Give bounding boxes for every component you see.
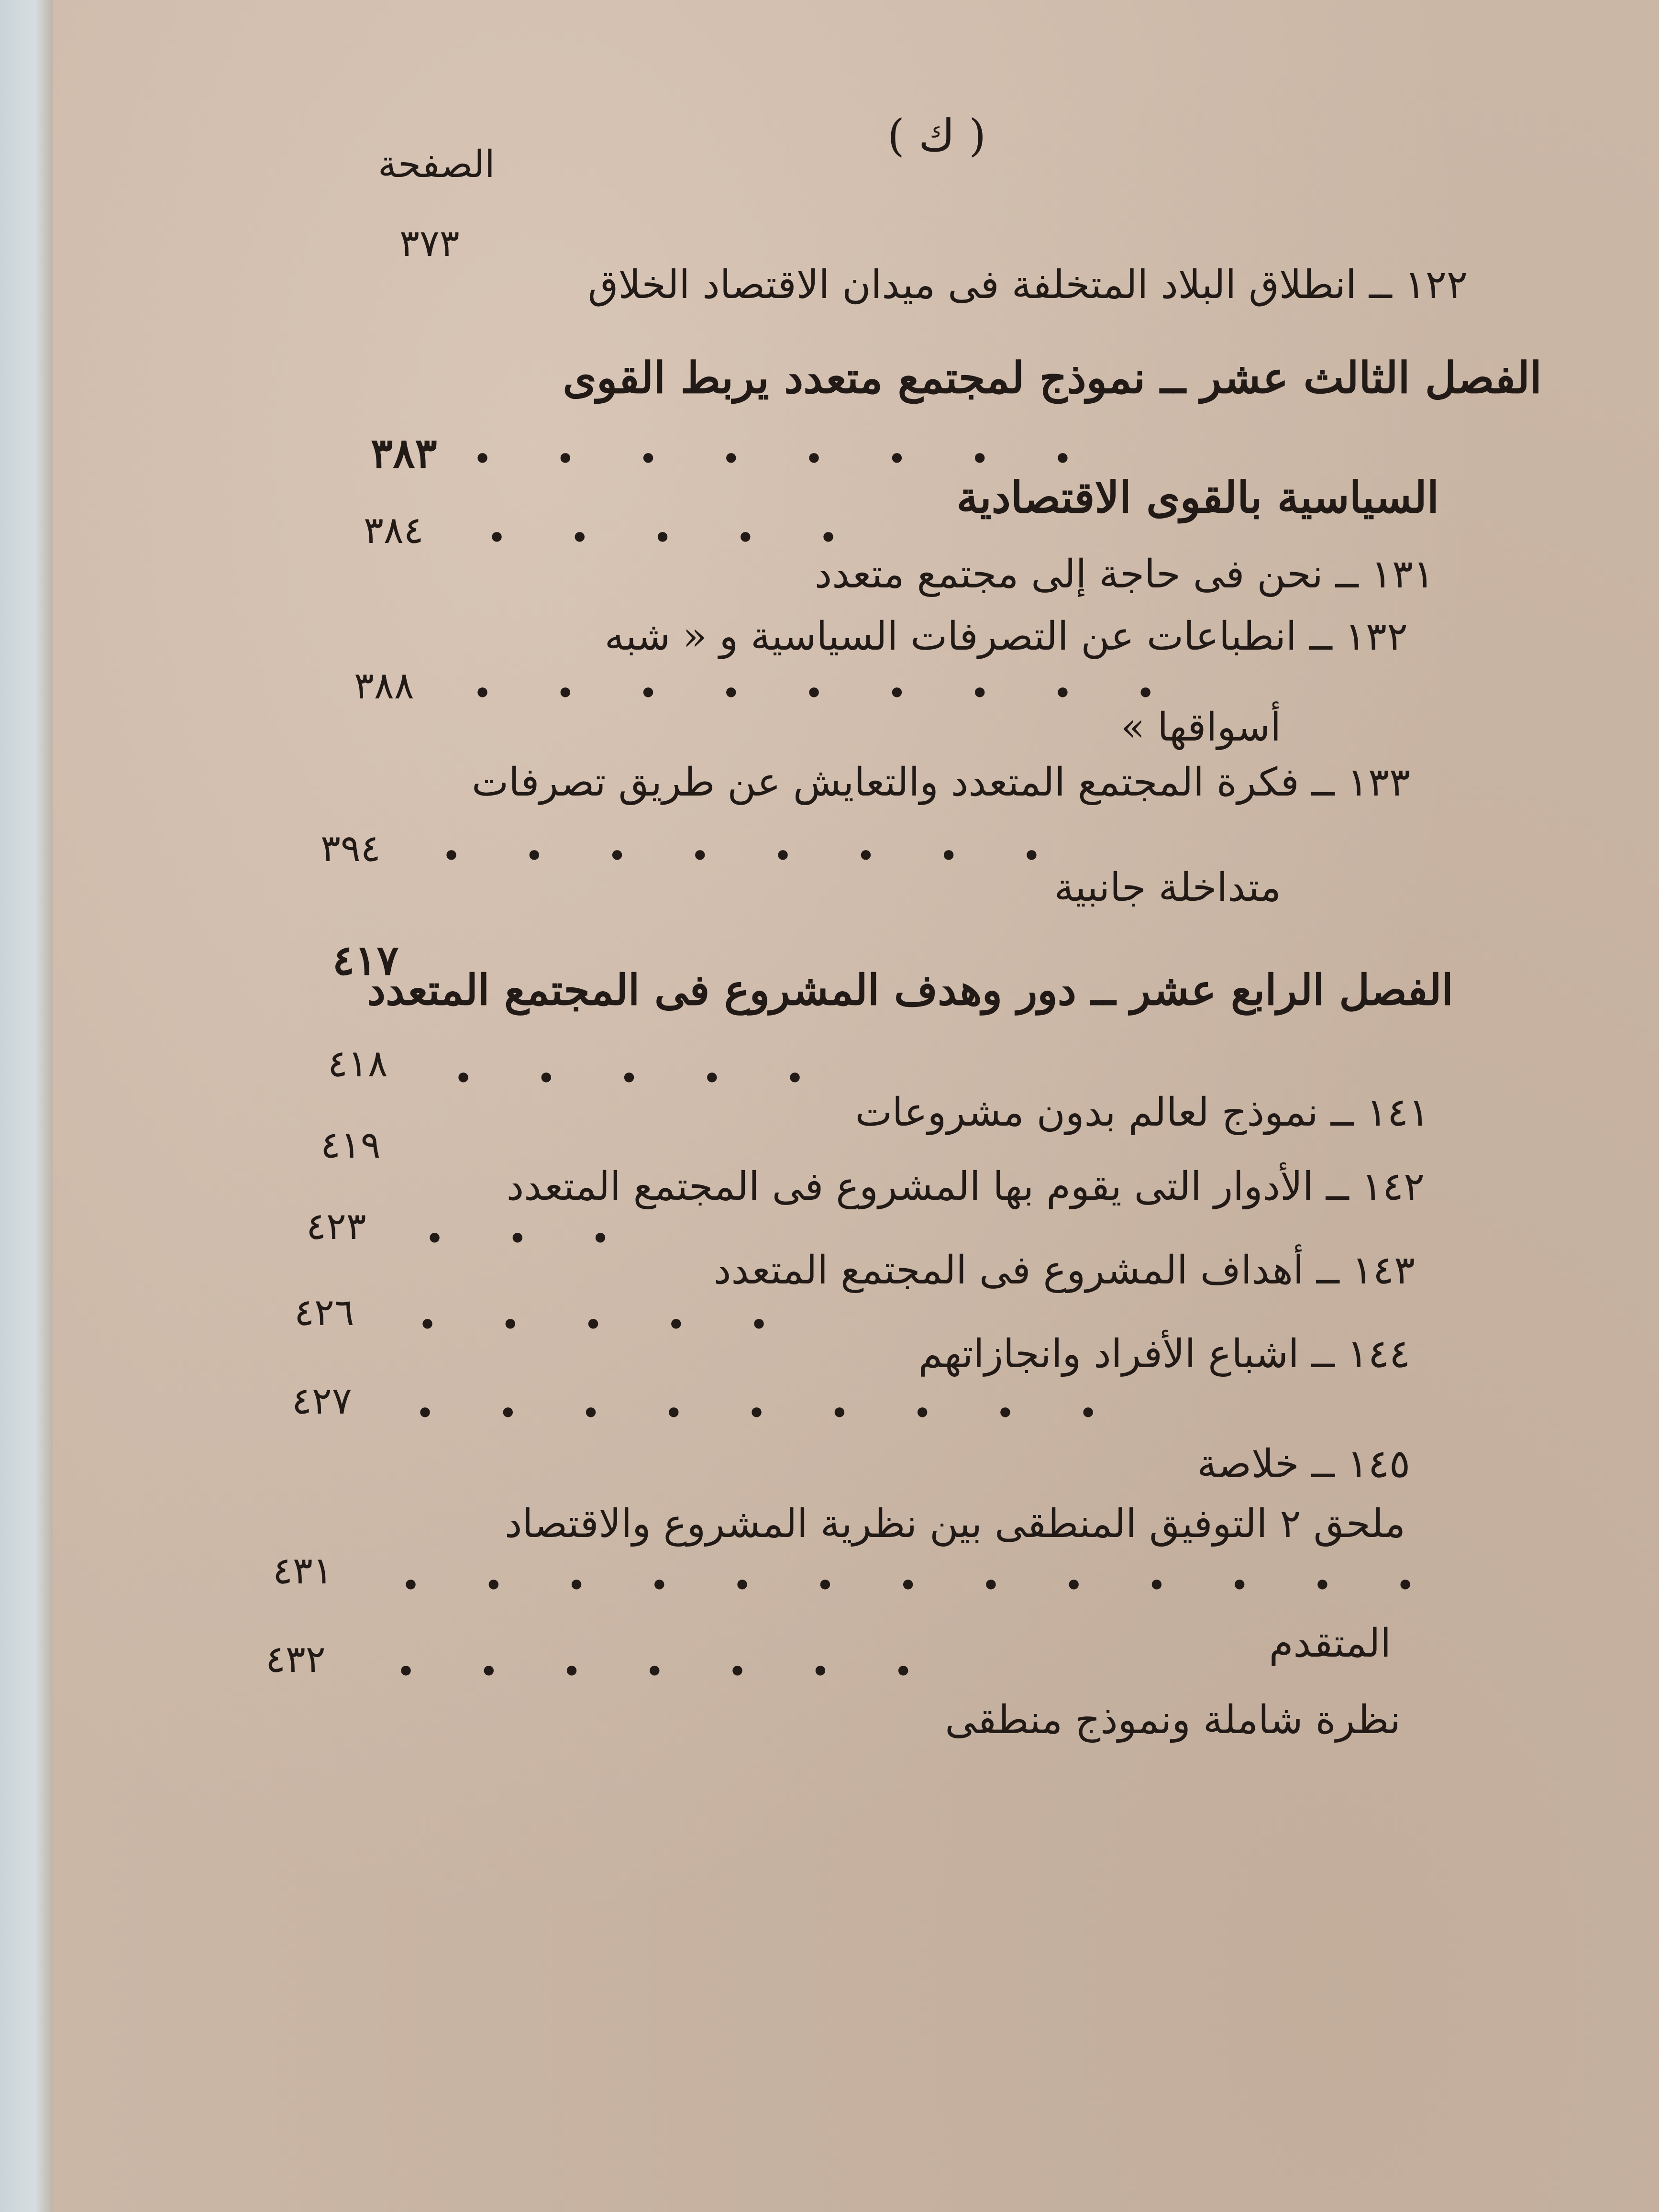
toc-entry-133-cont: متداخلة جانبية — [1054, 865, 1281, 910]
toc-page-394: ٣٩٤ — [321, 827, 381, 870]
toc-page-432: ٤٣٢ — [265, 1638, 326, 1681]
toc-entry-122: ١٢٢ ــ انطلاق البلاد المتخلفة فى ميدان الاقتصاد الخلاق — [587, 262, 1468, 308]
toc-leader-dots: • • • • • — [488, 521, 865, 554]
toc-leader-dots: • • • • • • • — [397, 1655, 940, 1688]
toc-page-384: ٣٨٤ — [364, 509, 424, 552]
toc-page-426: ٤٢٦ — [294, 1291, 354, 1334]
toc-leader-dots: • • • • • — [419, 1308, 796, 1341]
toc-entry-132-cont: أسواقها » — [1121, 705, 1281, 750]
toc-entry-144: ١٤٤ ــ اشباع الأفراد وانجازاتهم — [918, 1331, 1410, 1377]
background-edge — [0, 0, 57, 2212]
toc-appendix-2: ملحق ٢ التوفيق المنطقى بين نظرية المشروع والاقتصاد — [504, 1501, 1405, 1547]
toc-leader-dots: • • • • • • • • • — [416, 1397, 1125, 1429]
toc-chapter-13-title: الفصل الثالث عشر ــ نموذج لمجتمع متعدد يربط القوى — [563, 353, 1542, 403]
column-label-page: الصفحة — [378, 143, 495, 186]
toc-page-373: ٣٧٣ — [399, 222, 460, 265]
toc-page-423: ٤٢٣ — [306, 1205, 366, 1248]
toc-leader-dots: • • • • • • • • — [442, 840, 1068, 872]
toc-page-427: ٤٢٧ — [292, 1380, 352, 1423]
toc-page-388: ٣٨٨ — [354, 664, 414, 708]
toc-chapter-14-title: الفصل الرابع عشر ــ دور وهدف المشروع فى المجتمع المتعدد — [366, 965, 1453, 1015]
toc-entry-132: ١٣٢ ــ انطباعات عن التصرفات السياسية و « شبه — [604, 614, 1408, 659]
toc-entry-143: ١٤٣ ــ أهداف المشروع فى المجتمع المتعدد — [713, 1248, 1415, 1293]
toc-leader-dots: • • • • • • • • — [474, 442, 1099, 475]
toc-entry-141: ١٤١ ــ نموذج لعالم بدون مشروعات — [855, 1090, 1429, 1135]
toc-entry-142: ١٤٢ ــ الأدوار التى يقوم بها المشروع فى المجتمع المتعدد — [506, 1164, 1425, 1209]
toc-leader-dots: • • • • • • • • • — [474, 677, 1183, 709]
toc-entry-145: ١٤٥ ــ خلاصة — [1197, 1441, 1410, 1487]
toc-page-417: ٤١٧ — [332, 936, 399, 984]
toc-entry-131: ١٣١ ــ نحن فى حاجة إلى مجتمع متعدد — [814, 552, 1434, 597]
toc-entry-overview: نظرة شاملة ونموذج منطقى — [945, 1697, 1401, 1743]
toc-leader-dots: • • • • • • • • • • • • • — [402, 1569, 1442, 1602]
toc-page-431: ٤٣١ — [273, 1549, 333, 1593]
toc-appendix-2-cont: المتقدم — [1269, 1621, 1391, 1666]
toc-leader-dots: • • • • • — [454, 1062, 832, 1095]
book-page — [53, 0, 1659, 2212]
toc-page-419: ٤١٩ — [321, 1124, 381, 1167]
page-letter-header: ( ك ) — [887, 110, 986, 161]
toc-leader-dots: • • • — [426, 1222, 637, 1255]
toc-page-418: ٤١٨ — [328, 1042, 388, 1085]
toc-entry-133: ١٣٣ ــ فكرة المجتمع المتعدد والتعايش عن طريق تصرفات — [472, 760, 1410, 805]
toc-page-383: ٣٨٣ — [371, 429, 437, 477]
toc-chapter-13-title-cont: السياسية بالقوى الاقتصادية — [956, 472, 1439, 523]
